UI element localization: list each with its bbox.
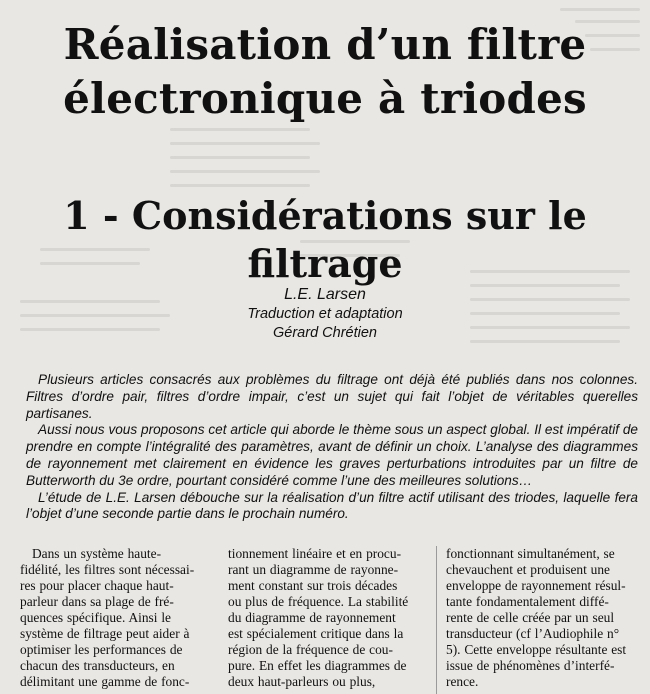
author-name: L.E. Larsen [284,286,366,303]
intro-paragraph-1: Plusieurs articles consacrés aux problèmes du filtrage ont déjà été publiés dans nos colonnes. Filtres d’ordre pair, filtres d’ordre impair, c’est un sujet qui fait l’objet de véritables querelles partisanes. [26,372,638,421]
introduction [26,372,638,523]
column-line: optimiser les performances de [20,642,183,657]
column-line: deux haut-parleurs ou plus, [228,674,376,689]
column-line: rence. [446,674,479,689]
column-line: est spécialement critique dans la [228,626,404,641]
column-line: rente de celle créée par un seul [446,610,615,625]
article-title-line-1: Réalisation d’un filtre [63,20,587,69]
body-column-1 [20,546,210,690]
column-line: pure. En effet les diagrammes de [228,658,407,673]
body-column-3 [446,546,642,690]
column-line: ou plus de fréquence. La stabilité [228,594,409,609]
column-line: issue de phénomènes d’interfé- [446,658,615,673]
column-line: quences spécifique. Ainsi le [20,610,171,625]
intro-paragraph-3: L’étude de L.E. Larsen débouche sur la réalisation d’un filtre actif utilisant des triodes, laquelle fera l’objet d’une seconde partie dans le prochain numéro. [26,489,638,522]
translation-credit: Traduction et adaptation [247,306,403,322]
column-line: res pour placer chaque haut- [20,578,174,593]
column-line: chevauchent et produisent une [446,562,610,577]
column-line: fidélité, les filtres sont nécessai- [20,562,195,577]
column-line: enveloppe de rayonnement résul- [446,578,626,593]
column-line: région de la fréquence de cou- [228,642,393,657]
column-line: rant un diagramme de rayonne- [228,562,399,577]
column-line: du diagramme de rayonnement [228,610,396,625]
body-column-2 [228,546,428,690]
column-divider [436,546,437,694]
column-line: fonctionnant simultanément, se [446,546,615,561]
column-line: ment constant sur trois décades [228,578,398,593]
column-line: tionnement linéaire et en procu- [228,546,402,561]
column-line: délimitant une gamme de fonc- [20,674,190,689]
column-line: tante fondamentalement diffé- [446,594,609,609]
column-line: 5). Cette enveloppe résultante est [446,642,627,657]
column-line: système de filtrage peut aider à [20,626,190,641]
article-subtitle: 1 - Considérations sur le filtrage [63,193,587,286]
intro-paragraph-2: Aussi nous vous proposons cet article qui aborde le thème sous un aspect global. Il est impératif de prendre en compte l’intégralité des paramètres, avant de définir un choix. L’analyse des diagrammes de rayonnement met clairement en évidence les graves perturbations introduites par un filtre de Butterworth du 3e ordre, pourtant considéré comme l’une des meilleures solutions… [26,422,638,488]
column-line: Dans un système haute- [32,546,162,561]
column-line: chacun des transducteurs, en [20,658,175,673]
translator-name: Gérard Chrétien [273,325,377,341]
column-line: transducteur (cf l’Audiophile n° [446,626,620,641]
column-line: parleur dans sa plage de fré- [20,594,174,609]
article-title-line-2: électronique à triodes [63,74,587,123]
